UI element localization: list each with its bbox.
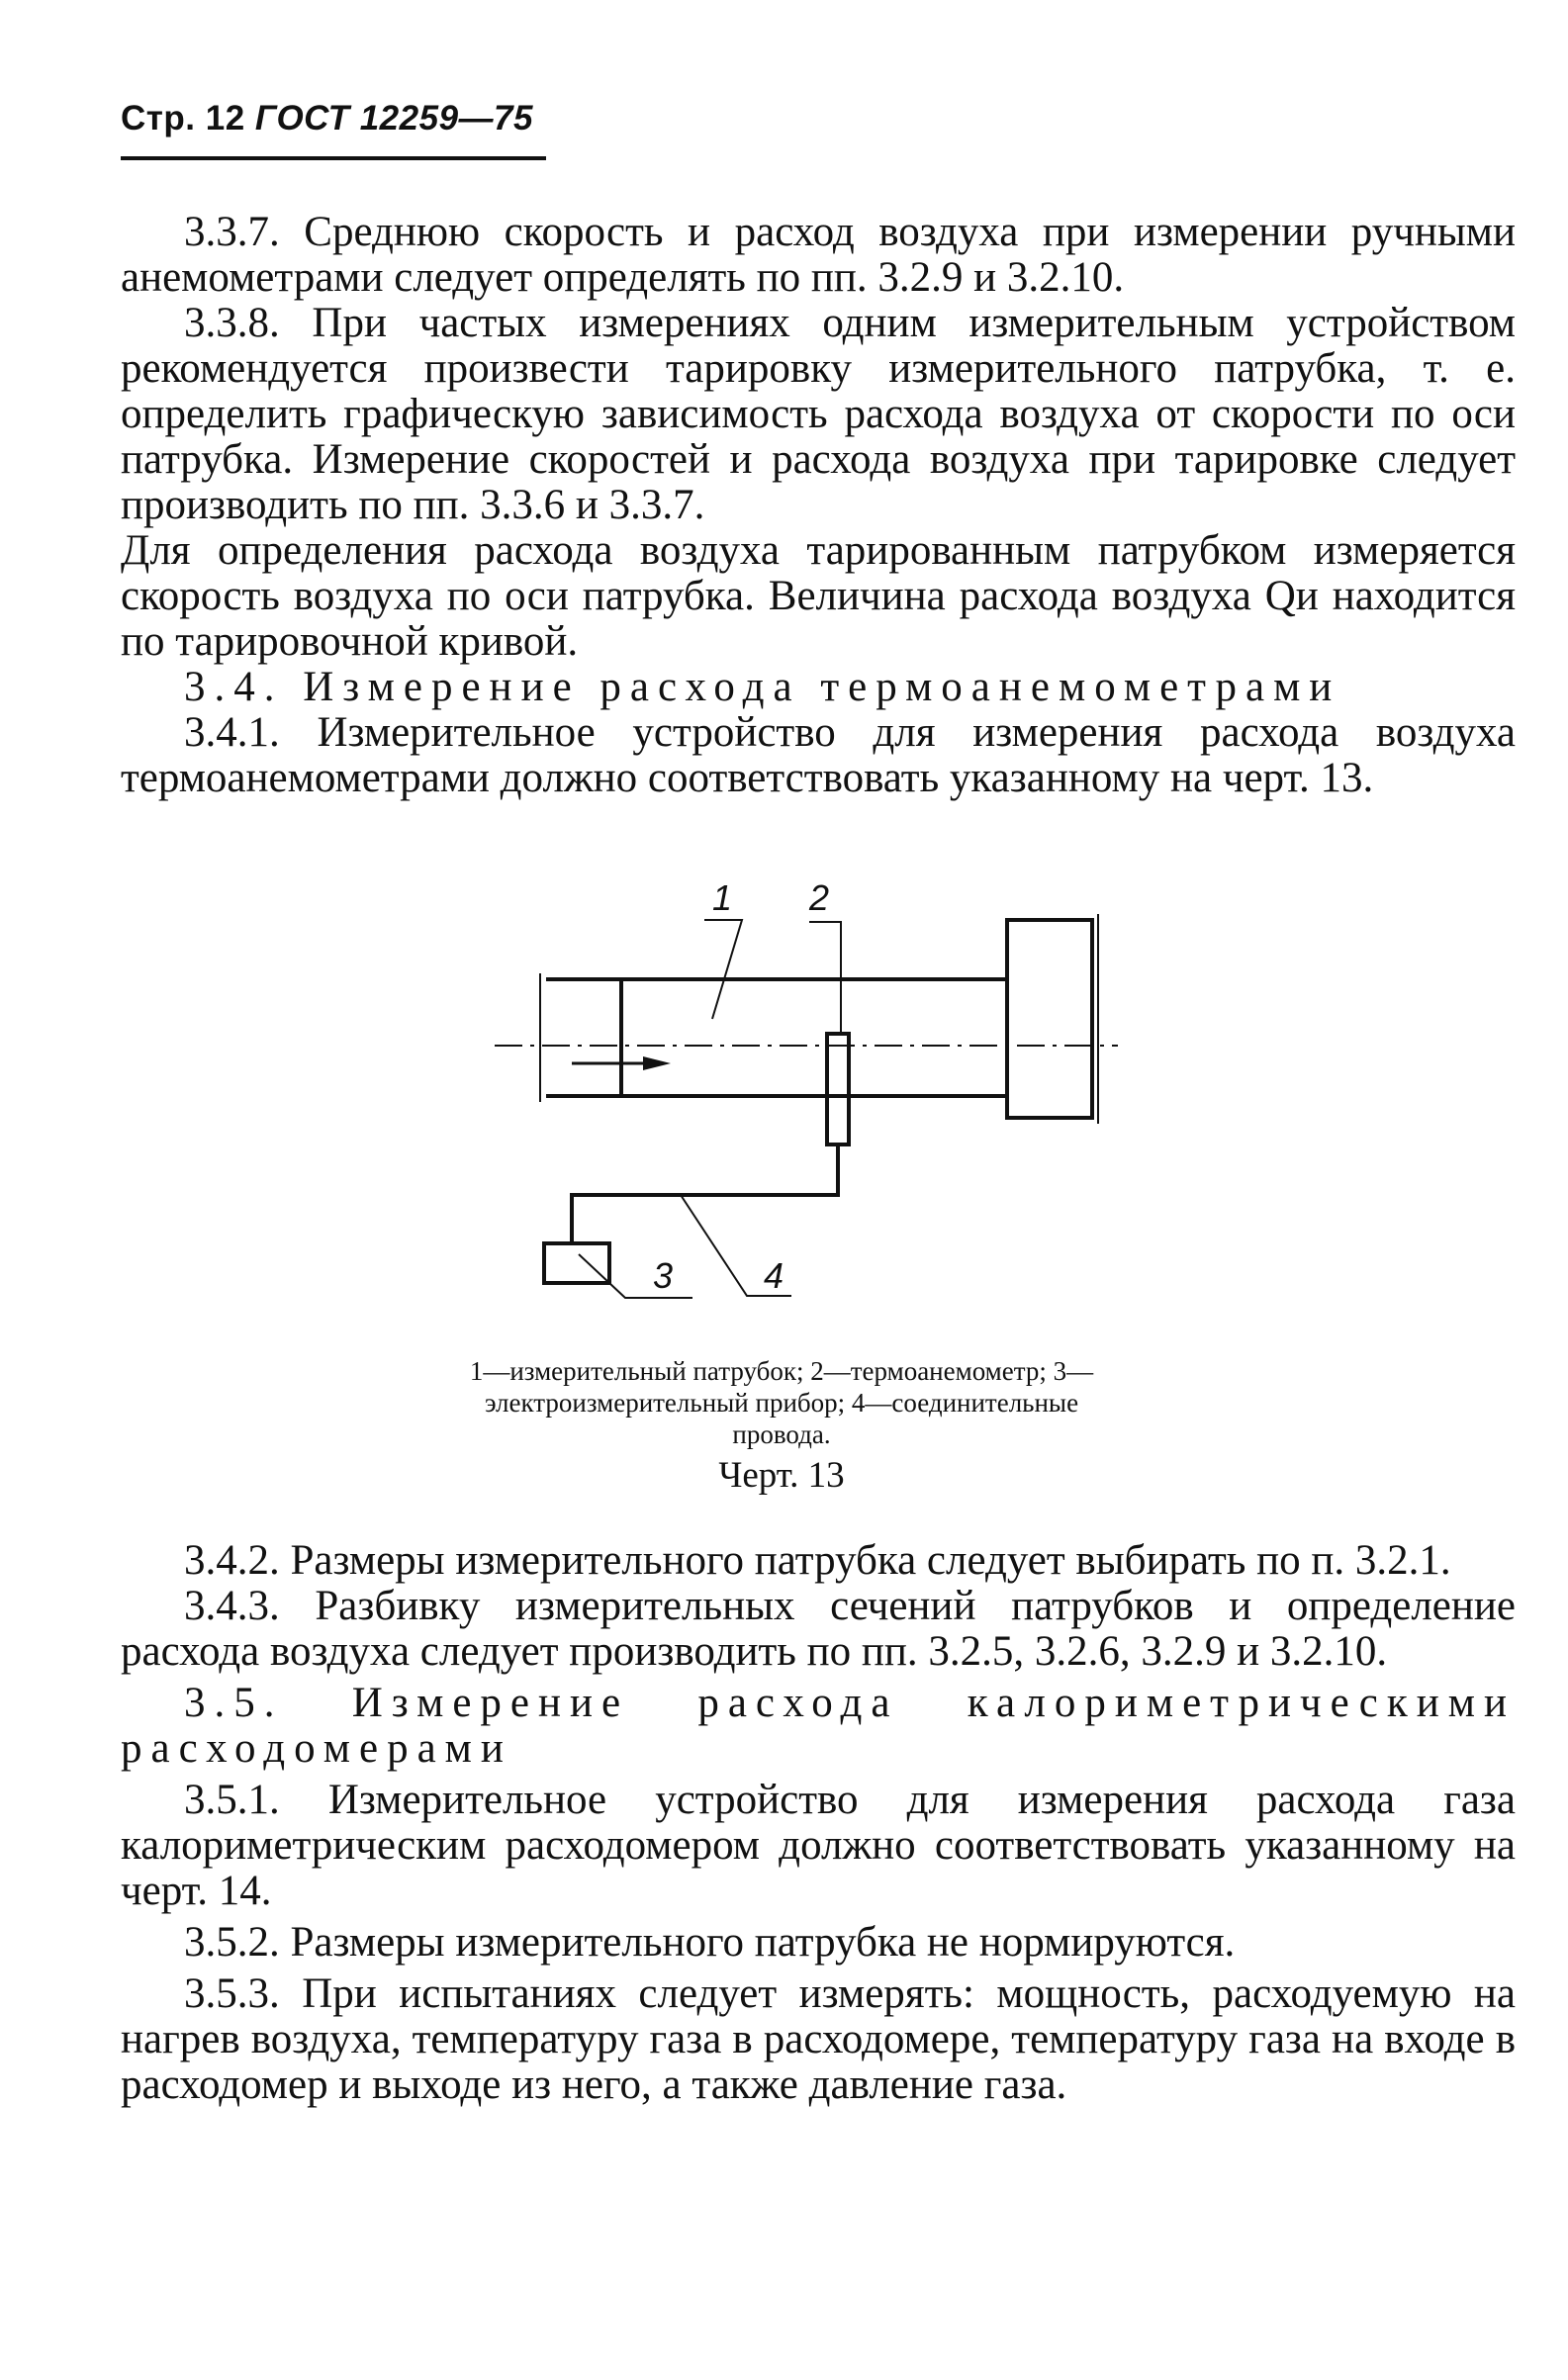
leader-3: [579, 1254, 692, 1298]
page-number: Стр. 12: [121, 99, 245, 137]
figure-caption: 1—измерительный патрубок; 2—термоанемометр; 3—электроизмерительный прибор; 4—соединительные провода.: [469, 1356, 1094, 1449]
section-heading-34: 3.4. Измерение расхода термоанемометрами: [184, 664, 1341, 710]
paragraph-341: 3.4.1. Измерительное устройство для измерения расхода воздуха термоанемометрами должно соответствовать указанному на черт. 13.: [121, 709, 1516, 801]
paragraph-353: 3.5.3. При испытаниях следует измерять: мощность, расходуемую на нагрев воздуха, температуру газа в расходомере, температуру газа на входе в расходомер и выходе из него, а также давление газа.: [121, 1970, 1516, 2108]
figure-label-1: 1: [712, 877, 733, 918]
paragraph-352: 3.5.2. Размеры измерительного патрубка не нормируются.: [184, 1919, 1236, 1966]
flow-arrow-head: [643, 1056, 671, 1070]
outlet-chamber: [1007, 920, 1092, 1118]
thermoanemometer-probe: [827, 1034, 849, 1144]
paragraph-343: 3.4.3. Разбивку измерительных сечений патрубков и определение расхода воздуха следует производить по пп. 3.2.5, 3.2.6, 3.2.9 и 3.2.10.: [121, 1583, 1516, 1675]
figure-title: Черт. 13: [718, 1455, 845, 1496]
figure-label-2: 2: [809, 877, 830, 918]
inlet-pipe-outline: [546, 979, 621, 1096]
paragraph-calibration: Для определения расхода воздуха тарированным патрубком измеряется скорость воздуха по оси патрубка. Величина расхода воздуха Qи находится по тарировочной кривой.: [121, 527, 1516, 665]
figure-label-4: 4: [764, 1255, 784, 1296]
paragraph-342: 3.4.2. Размеры измерительного патрубка следует выбирать по п. 3.2.1.: [184, 1537, 1451, 1584]
electrical-instrument: [544, 1243, 609, 1283]
connecting-wire: [572, 1144, 838, 1243]
figure-label-3: 3: [653, 1255, 674, 1296]
paragraph-351: 3.5.1. Измерительное устройство для измерения расхода газа калориметрическим расходомером должно соответствовать указанному на черт. 14.: [121, 1777, 1516, 1914]
leader-1: [704, 920, 742, 1019]
section-heading-35: 3.5. Измерение расхода калориметрическими расходомерами: [121, 1680, 1516, 1772]
bottom-text-block: [121, 1538, 1516, 2108]
standard-code: ГОСТ 12259—75: [254, 99, 533, 137]
paragraph-338: 3.3.8. При частых измерениях одним измерительным устройством рекомендуется произвести тарировку измерительного патрубка, т. е. определить графическую зависимость расхода воздуха от скорости по оси патрубка. Измерение скоростей и расхода воздуха при тарировке следует производить по пп. 3.3.6 и 3.3.7.: [121, 300, 1516, 528]
paragraph-337: 3.3.7. Среднюю скорость и расход воздуха при измерении ручными анемометрами следует определять по пп. 3.2.9 и 3.2.10.: [121, 209, 1516, 301]
